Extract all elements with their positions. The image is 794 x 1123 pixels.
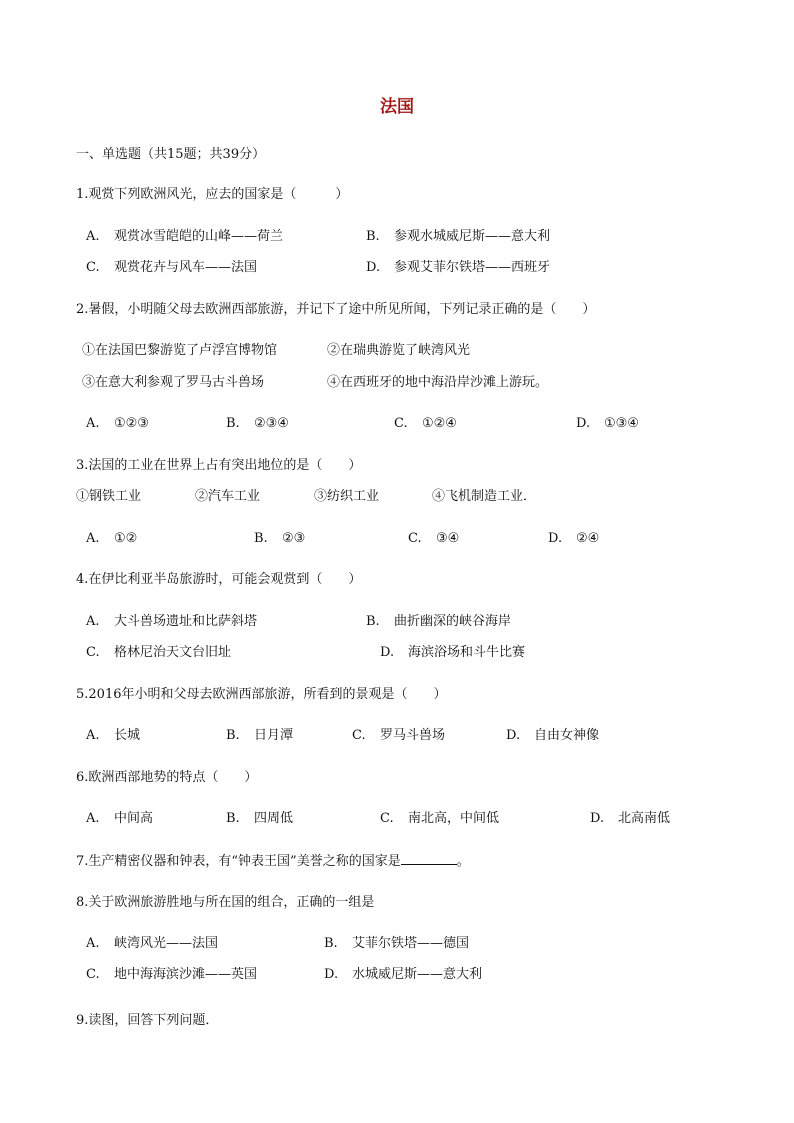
option-letter: C. bbox=[352, 728, 366, 743]
option-c: ①②④ bbox=[422, 416, 457, 431]
option-letter: D. bbox=[548, 531, 563, 546]
question-9: 9.读图，回答下列问题． bbox=[76, 1013, 219, 1028]
option-a: ①② bbox=[114, 531, 138, 546]
option-letter: C. bbox=[86, 967, 100, 982]
question-stem: 3.法国的工业在世界上占有突出地位的是（ ） bbox=[76, 458, 362, 473]
option-letter: B. bbox=[226, 728, 240, 743]
option-d: 自由女神像 bbox=[534, 728, 600, 743]
option-letter: C. bbox=[380, 811, 394, 826]
option-c: ③④ bbox=[436, 531, 460, 546]
option-letter: A. bbox=[86, 531, 100, 546]
option-letter: C. bbox=[86, 260, 100, 275]
option-d: 北高南低 bbox=[618, 811, 671, 826]
question-stem: 4.在伊比利亚半岛旅游时，可能会观赏到（ ） bbox=[76, 572, 362, 587]
option-c: 地中海海滨沙滩——英国 bbox=[114, 967, 258, 982]
option-letter: D. bbox=[590, 811, 605, 826]
option-letter: D. bbox=[380, 645, 395, 660]
option-d: ②④ bbox=[576, 531, 600, 546]
statement-4: ④飞机制造工业． bbox=[432, 489, 537, 504]
option-letter: B. bbox=[254, 531, 268, 546]
option-d: 海滨浴场和斗牛比赛 bbox=[408, 645, 526, 660]
statement-2: ②在瑞典游览了峡湾风光 bbox=[327, 343, 471, 358]
option-letter: D. bbox=[324, 967, 339, 982]
option-letter: A. bbox=[86, 416, 100, 431]
option-a: 大斗兽场遗址和比萨斜塔 bbox=[114, 614, 258, 629]
option-b: 曲折幽深的峡谷海岸 bbox=[394, 614, 512, 629]
question-stem: 5.2016年小明和父母去欧洲西部旅游，所看到的景观是（ ） bbox=[76, 687, 447, 702]
question-stem: 8.关于欧洲旅游胜地与所在国的组合，正确的一组是 bbox=[76, 895, 375, 910]
option-letter: B. bbox=[366, 229, 380, 244]
statement-1: ①在法国巴黎游览了卢浮宫博物馆 bbox=[82, 343, 278, 358]
option-b: 四周低 bbox=[254, 811, 294, 826]
statement-4: ④在西班牙的地中海沿岸沙滩上游玩。 bbox=[327, 375, 549, 390]
statement-3: ③在意大利参观了罗马古斗兽场 bbox=[82, 375, 265, 390]
question-stem: 2.暑假，小明随父母去欧洲西部旅游，并记下了途中所见所闻，下列记录正确的是（ ） bbox=[76, 302, 596, 317]
option-letter: A. bbox=[86, 936, 100, 951]
option-a: 中间高 bbox=[114, 811, 154, 826]
option-letter: C. bbox=[86, 645, 100, 660]
option-letter: B. bbox=[226, 811, 240, 826]
option-b: 日月潭 bbox=[254, 728, 294, 743]
option-c: 观赏花卉与风车——法国 bbox=[114, 260, 258, 275]
statement-3: ③纺织工业 bbox=[314, 489, 380, 504]
option-a: 观赏冰雪皑皑的山峰——荷兰 bbox=[114, 229, 284, 244]
option-letter: C. bbox=[408, 531, 422, 546]
option-d: 参观艾菲尔铁塔——西班牙 bbox=[394, 260, 551, 275]
option-letter: B. bbox=[226, 416, 240, 431]
page-title: 法国 bbox=[380, 97, 414, 117]
option-d: 水城威尼斯——意大利 bbox=[352, 967, 483, 982]
question-stem: 6.欧洲西部地势的特点（ ） bbox=[76, 770, 258, 785]
option-letter: D. bbox=[366, 260, 381, 275]
option-letter: A. bbox=[86, 229, 100, 244]
option-letter: B. bbox=[366, 614, 380, 629]
option-a: 峡湾风光——法国 bbox=[114, 936, 219, 951]
option-b: 艾菲尔铁塔——德国 bbox=[352, 936, 470, 951]
option-letter: A. bbox=[86, 614, 100, 629]
option-a: ①②③ bbox=[114, 416, 149, 431]
question-stem: 1.观赏下列欧洲风光，应去的国家是（ ） bbox=[76, 187, 349, 202]
question-7 bbox=[76, 852, 470, 871]
option-letter: D. bbox=[506, 728, 521, 743]
option-letter: A. bbox=[86, 728, 100, 743]
option-b: 参观水城威尼斯——意大利 bbox=[394, 229, 551, 244]
option-letter: C. bbox=[394, 416, 408, 431]
option-a: 长城 bbox=[114, 728, 141, 743]
answer-blank[interactable] bbox=[401, 852, 457, 865]
option-c: 罗马斗兽场 bbox=[380, 728, 446, 743]
option-b: ②③④ bbox=[254, 416, 289, 431]
statement-1: ①钢铁工业 bbox=[76, 489, 142, 504]
question-end: 。 bbox=[456, 854, 470, 869]
section-heading: 一、单选题（共15题；共39分） bbox=[76, 147, 266, 162]
statement-2: ②汽车工业 bbox=[195, 489, 261, 504]
question-stem: 7.生产精密仪器和钟表，有“钟表王国”美誉之称的国家是 bbox=[76, 854, 401, 869]
option-c: 格林尼治天文台旧址 bbox=[114, 645, 232, 660]
option-letter: B. bbox=[324, 936, 338, 951]
option-letter: D. bbox=[576, 416, 591, 431]
option-b: ②③ bbox=[282, 531, 306, 546]
option-c: 南北高，中间低 bbox=[408, 811, 500, 826]
option-d: ①③④ bbox=[604, 416, 639, 431]
option-letter: A. bbox=[86, 811, 100, 826]
